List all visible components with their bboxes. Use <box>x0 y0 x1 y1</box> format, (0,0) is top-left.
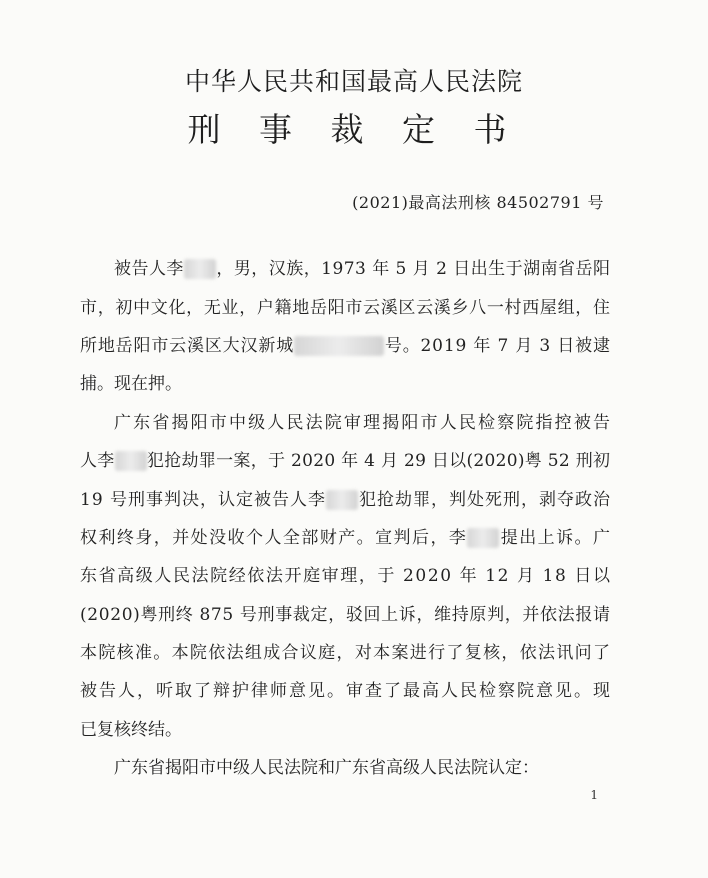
text-segment: 所地岳阳市云溪区大汉新城 <box>80 335 295 356</box>
text-segment: 广东省揭阳市中级人民法院审理揭阳市人民检察院指控被告 <box>114 412 613 433</box>
ruling-body <box>80 250 613 787</box>
text-line <box>80 365 610 403</box>
redaction-blur <box>467 528 499 548</box>
text-line <box>80 711 610 749</box>
text-line <box>80 596 610 634</box>
text-segment: 权利终身，并处没收个人全部财产。宣判后，李 <box>80 527 468 548</box>
text-segment: 捕。现在押。 <box>80 374 182 395</box>
text-line <box>80 442 610 480</box>
text-segment: (2020)粤刑终 875 号刑事裁定，驳回上诉，维持原判，并依法报请 <box>80 604 611 625</box>
text-line <box>80 672 610 710</box>
text-line <box>80 480 610 518</box>
redaction-blur <box>294 336 384 356</box>
text-segment: 已复核终结。 <box>80 719 182 740</box>
text-segment: ，男，汉族，1973 年 5 月 2 日出生于湖南省岳阳 <box>216 259 611 280</box>
text-segment: 人李 <box>80 451 115 472</box>
court-name: 中华人民共和国最高人民法院 <box>184 67 523 96</box>
paragraph <box>80 404 613 750</box>
text-segment: 号。2019 年 7 月 3 日被逮 <box>384 335 611 356</box>
paragraph <box>80 250 610 404</box>
redaction-blur <box>115 451 147 471</box>
document-type-title: 刑 事 裁 定 书 <box>187 110 521 149</box>
redaction-blur <box>326 490 358 510</box>
text-line <box>80 327 610 365</box>
text-line <box>80 288 610 326</box>
text-segment: 市，初中文化，无业，户籍地岳阳市云溪区云溪乡八一村西屋组，住 <box>80 297 611 318</box>
text-segment: 犯抢劫罪，判处死刑，剥夺政治 <box>359 489 611 510</box>
text-line <box>80 519 610 557</box>
text-segment: 提出上诉。广 <box>500 527 612 548</box>
text-segment: 犯抢劫罪一案，于 2020 年 4 月 29 日以(2020)粤 52 刑初 <box>146 451 611 472</box>
paragraph <box>80 749 610 787</box>
text-segment: 广东省揭阳市中级人民法院和广东省高级人民法院认定： <box>114 758 539 779</box>
redaction-blur <box>184 259 216 279</box>
text-line <box>80 250 610 288</box>
case-number: (2021)最高法刑核 84502791 号 <box>352 193 604 212</box>
text-line <box>80 557 610 595</box>
text-line <box>80 404 613 442</box>
text-line <box>80 634 610 672</box>
text-segment: 被告人李 <box>114 259 184 280</box>
text-line <box>80 749 610 787</box>
text-segment: 本院核准。本院依法组成合议庭，对本案进行了复核，依法讯问了 <box>80 643 612 664</box>
text-segment: 19 号刑事判决，认定被告人李 <box>80 489 327 510</box>
page-number: 1 <box>590 788 598 802</box>
text-segment: 被告人，听取了辩护律师意见。审查了最高人民检察院意见。现 <box>80 681 612 702</box>
text-segment: 东省高级人民法院经依法开庭审理，于 2020 年 12 月 18 日以 <box>80 566 612 587</box>
